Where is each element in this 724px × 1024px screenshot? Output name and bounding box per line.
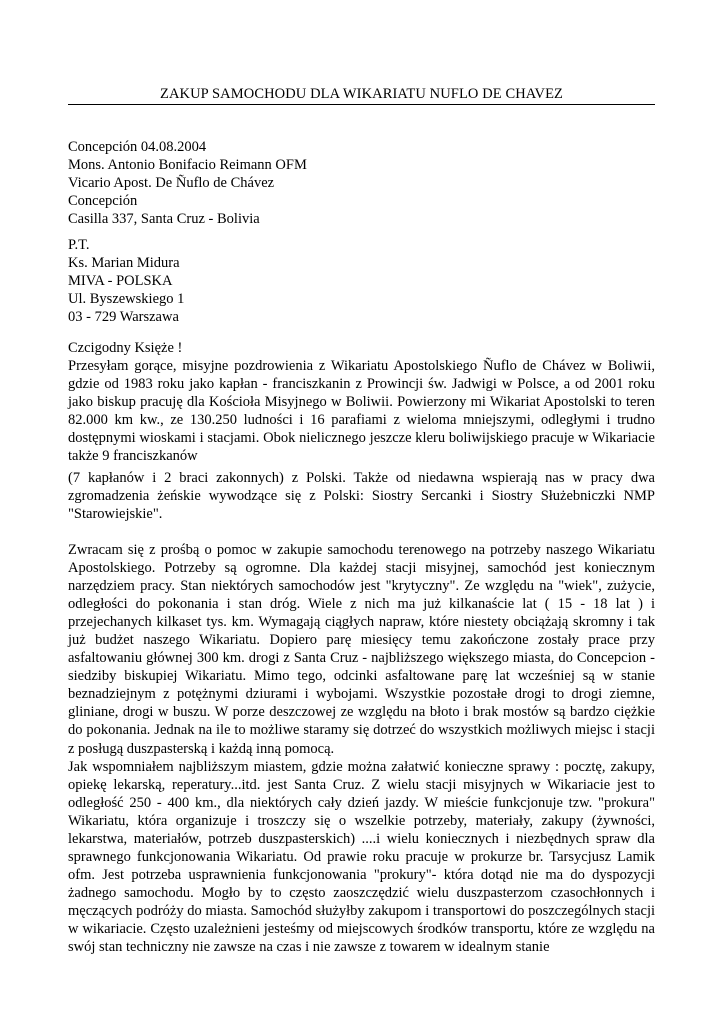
sender-line-postbox: Casilla 337, Santa Cruz - Bolivia [68,211,260,227]
sender-line-name: Mons. Antonio Bonifacio Reimann OFM [68,157,307,173]
sender-line-office: Vicario Apost. De Ñuflo de Chávez [68,175,275,191]
sender-address [68,138,655,228]
recipient-line-street: Ul. Byszewskiego 1 [68,291,185,307]
paragraph-3: Zwracam się z prośbą o pomoc w zakupie samochodu terenowego na potrzeby naszego Wikariatu Apostolskiego. Potrzeby są ogromne. Dla każdej stacji misyjnej, samochód jest koniecznym narzędziem pracy. Stan niektórych samochodów jest "krytyczny". Ze względu na "wiek", zużycie, odległości do pokonania i stan dróg. Wiele z nich ma już kilkanaście lat ( 15 - 18 lat ) i przejechanych kilkaset tys. km. Wymagają ciągłych napraw, które niestety obciążają skromny i tak już budżet naszego Wikariatu. Dopiero parę miesięcy temu zakończone zostały prace przy asfaltowaniu głównej 300 km. drogi z Santa Cruz - najbliższego większego miasta, do Concepcion - siedziby biskupiej Wikariatu. Mimo tego, odcinki asfaltowane parę lat wcześniej są w stanie beznadziejnym z potężnymi dziurami i wybojami. Wszystkie pozostałe drogi to drogi ziemne, gliniane, drogi w buszu. W porze deszczowej ze względu na błoto i brak mostów są bardzo ciężkie do pokonania. Jednak na ile to możliwe staramy się dotrzeć do wszystkich możliwych miejsc i stacji z posługą duszpasterską i każdą inną pomocą. [68,542,655,757]
paragraph-1: Przesyłam gorące, misyjne pozdrowienia z Wikariatu Apostolskiego Ñuflo de Chávez w Boliwii, gdzie od 1983 roku jako kapłan - franciszkanin z Prowincji św. Jadwigi w Polsce, a od 2001 roku jako biskup pracuję dla Kościoła Misyjnego w Boliwii. Powierzony mi Wikariat Apostolski to teren 82.000 km kw., ze 130.250 ludności i 16 parafiami z wieloma mniejszymi, odległymi i trudno dostępnymi wioskami i stacjami. Obok nielicznego jeszcze kleru boliwijskiego pracuje w Wikariacie także 9 franciszkanów [68,358,655,465]
recipient-address [68,236,655,326]
salutation [68,339,655,357]
recipient-line-title: P.T. [68,237,90,253]
title-underline [68,104,655,105]
sender-line-place-date: Concepción 04.08.2004 [68,139,207,155]
salutation-text: Czcigodny Księże ! [68,340,183,356]
recipient-line-organization: MIVA - POLSKA [68,273,173,289]
document-title: ZAKUP SAMOCHODU DLA WIKARIATU NUFLO DE CHAVEZ [160,86,563,102]
sender-line-city: Concepción [68,193,138,209]
recipient-line-name: Ks. Marian Midura [68,255,180,271]
recipient-line-postcode-city: 03 - 729 Warszawa [68,309,179,325]
paragraph-2: (7 kapłanów i 2 braci zakonnych) z Polski. Także od niedawna wspierają nas w pracy dwa zgromadzenia żeńskie wywodzące się z Polski: Siostry Sercanki i Siostry Służebniczki NMP "Starowiejskie". [68,470,655,523]
paragraph-4: Jak wspomniałem najbliższym miastem, gdzie można załatwić konieczne sprawy : pocztę, zakupy, opiekę lekarską, reperatury...itd. jest Santa Cruz. Z wielu stacji misyjnych w Wikariacie jest to odległość 250 - 400 km., dla niektórych cały dzień jazdy. W mieście funkcjonuje tzw. "prokura" Wikariatu, która organizuje i troszczy się o wszelkie potrzeby, materiały, zakupy (żywności, lekarstwa, materiałów, potrzeb duszpasterskich) ....i wielu koniecznych i niezbędnych spraw dla sprawnego funkcjonowania Wikariatu. Od prawie roku pracuje w prokurze br. Tarsycjusz Lamik ofm. Jest potrzeba usprawnienia funkcjonowania "prokury"- która dotąd nie ma do dyspozycji żadnego samochodu. Mogło by to często zaoszczędzić wielu duszpasterzom czasochłonnych i męczących podróży do miasta. Samochód służyłby zakupom i transportowi do poszczególnych stacji w wikariacie. Często uzależnieni jesteśmy od miejscowych środków transportu, które ze względu na swój stan techniczny nie zawsze na czas i nie zawsze z towarem w idealnym stanie [68,759,655,956]
